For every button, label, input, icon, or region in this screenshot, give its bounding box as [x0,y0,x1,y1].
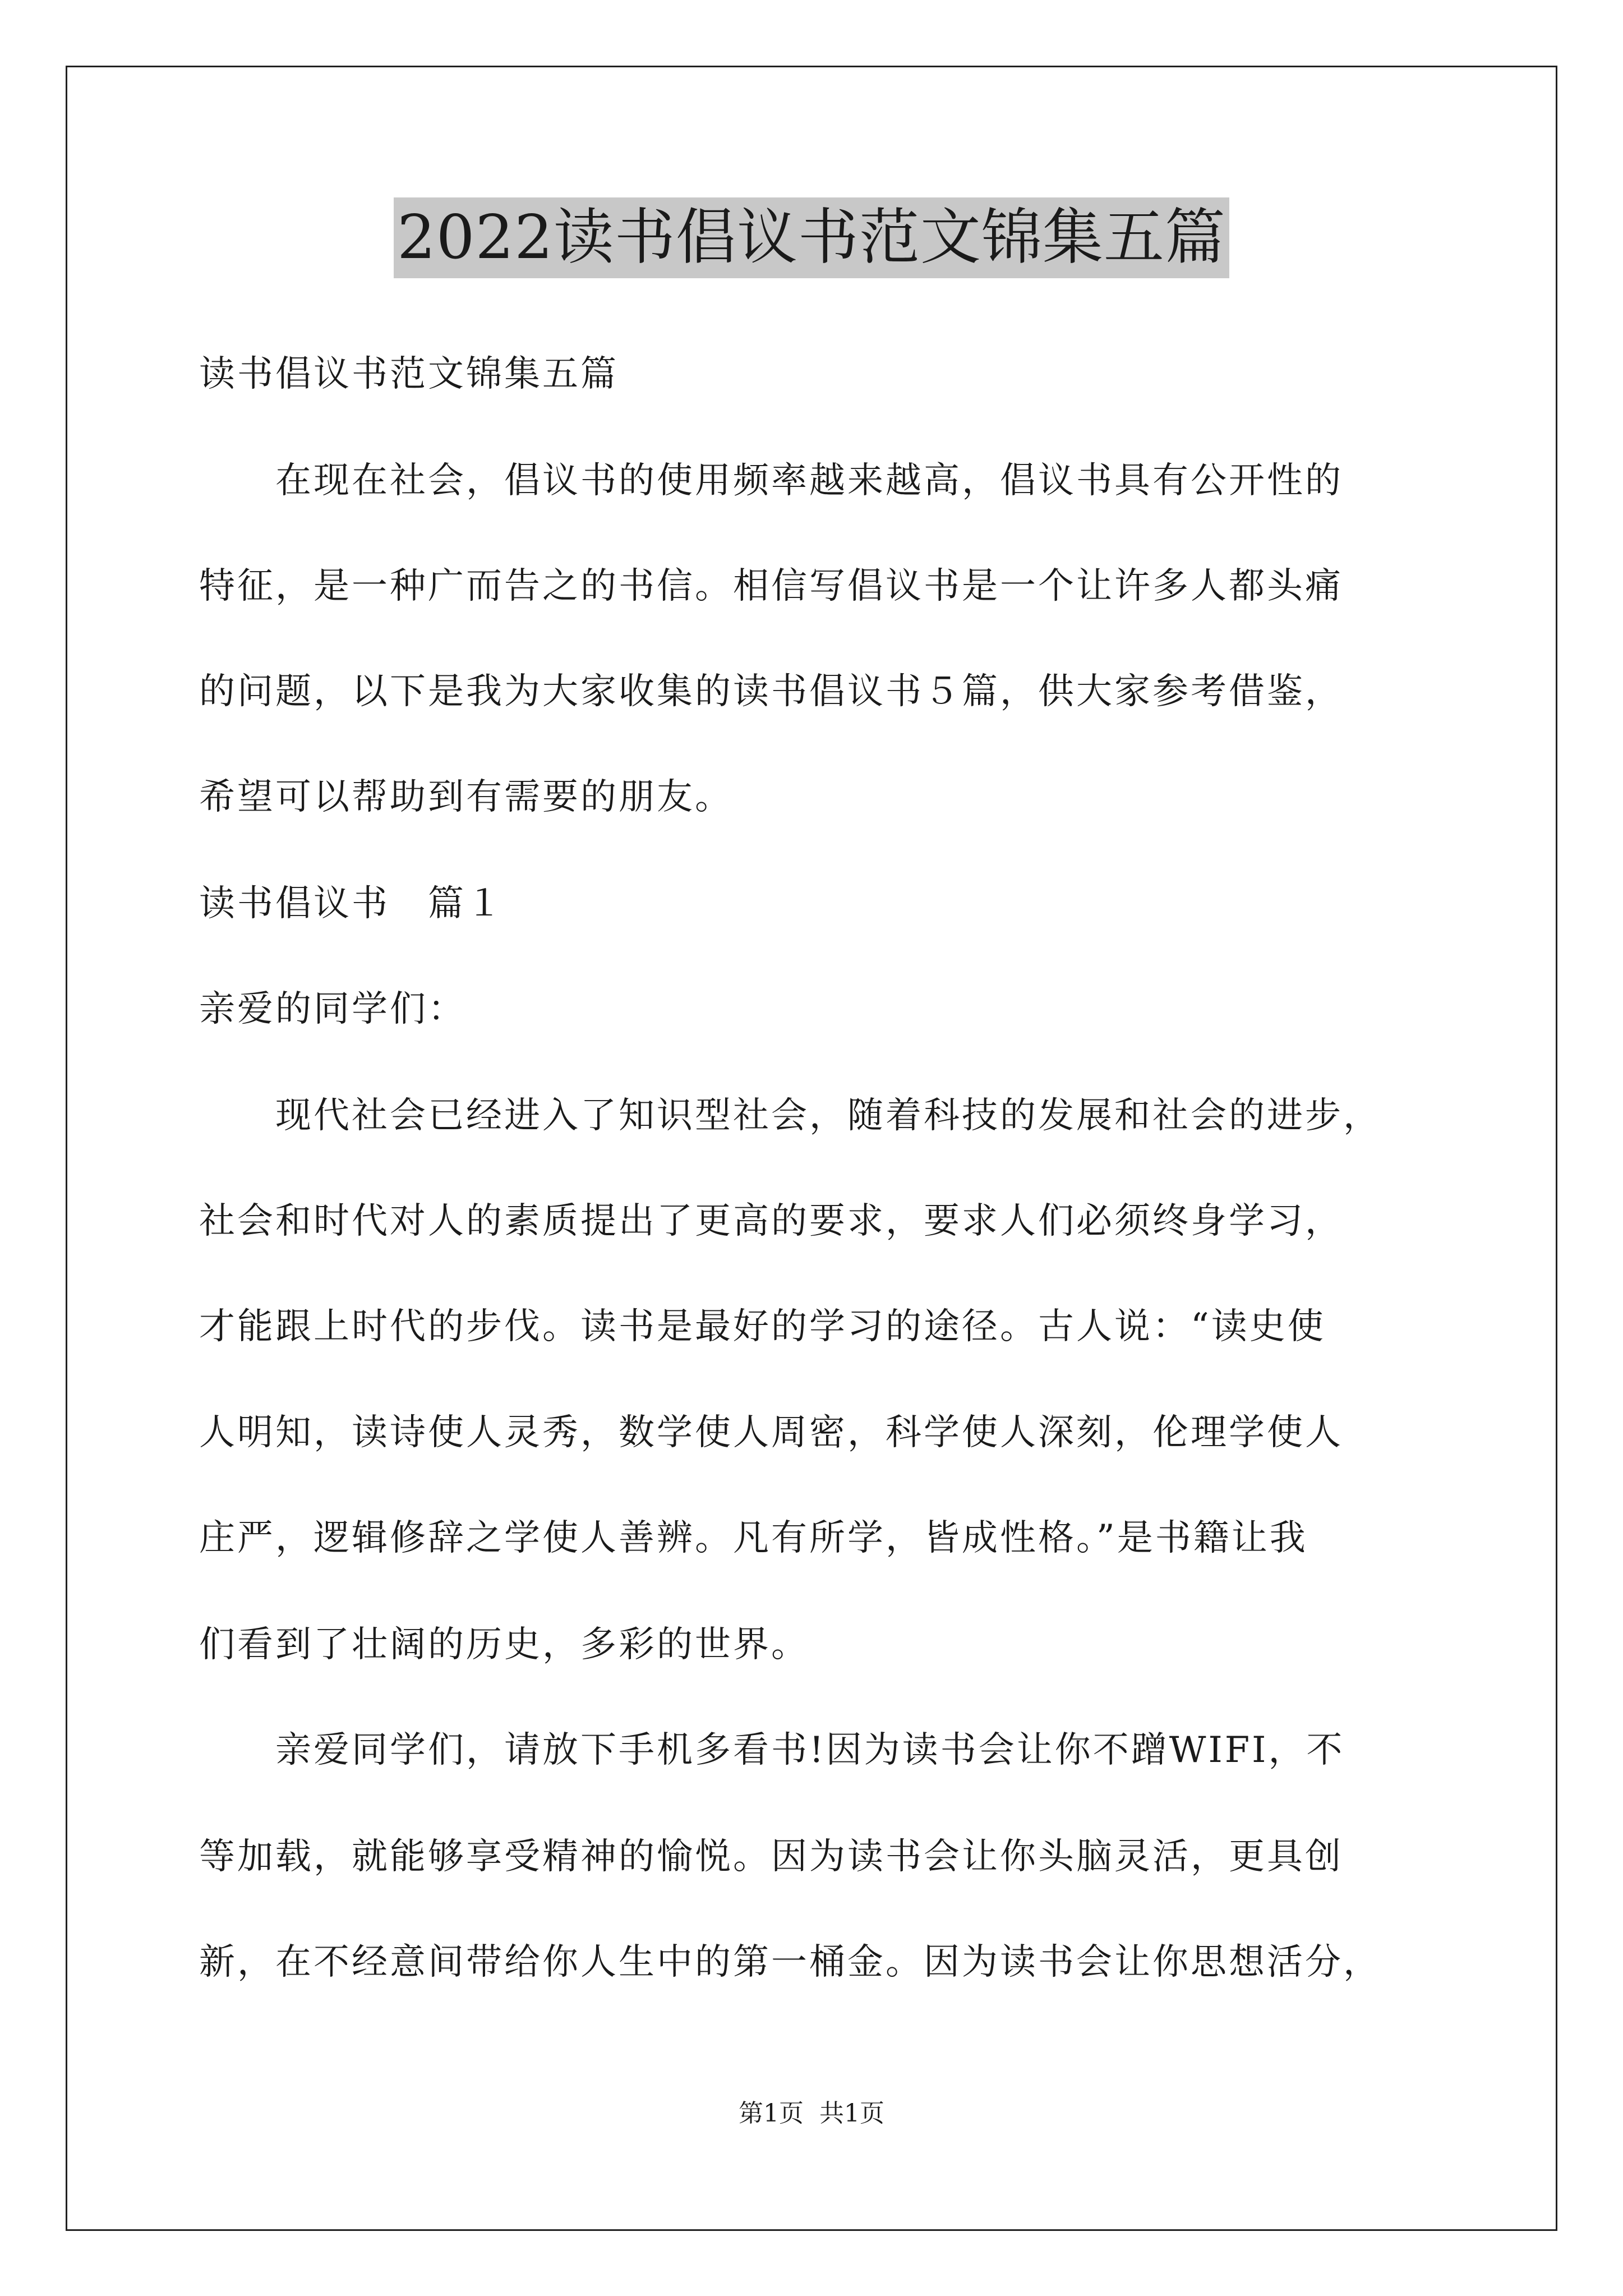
paragraph-line: 的问题，以下是我为大家收集的读书倡议书５篇，供大家参考借鉴， [199,671,1343,712]
paragraph-line: 新，在不经意间带给你人生中的第一桶金。因为读书会让你思想活分， [199,1941,1381,1983]
section-heading: 读书倡议书 篇１ [199,883,504,924]
salutation: 亲爱的同学们： [199,988,466,1030]
page-total: 共1页 [819,2099,884,2128]
paragraph-line: 在现在社会，倡议书的使用频率越来越高，倡议书具有公开性的 [199,460,1343,501]
paragraph-line: 才能跟上时代的步伐。读书是最好的学习的途径。古人说：“读史使 [199,1306,1326,1347]
page-footer [0,2098,1623,2129]
paragraph-line: 人明知，读诗使人灵秀，数学使人周密，科学使人深刻，伦理学使人 [199,1412,1343,1453]
document-subtitle: 读书倡议书范文锦集五篇 [199,353,619,395]
page-number: 第1页 [739,2099,804,2128]
document-title: 2022读书倡议书范文锦集五篇 [394,197,1229,278]
paragraph-line: 们看到了壮阔的历史，多彩的世界。 [199,1624,809,1665]
paragraph-line: 等加载，就能够享受精神的愉悦。因为读书会让你头脑灵活，更具创 [199,1836,1343,1878]
paragraph-line: 特征，是一种广而告之的书信。相信写倡议书是一个让许多人都头痛 [199,565,1343,607]
paragraph-line: 庄严，逻辑修辞之学使人善辨。凡有所学，皆成性格。”是书籍让我 [199,1517,1308,1559]
paragraph-line: 亲爱同学们，请放下手机多看书!因为读书会让你不蹭WIFI，不 [199,1729,1345,1771]
paragraph-line: 现代社会已经进入了知识型社会，随着科技的发展和社会的进步， [199,1095,1381,1137]
title-container [0,197,1623,278]
paragraph-line: 社会和时代对人的素质提出了更高的要求，要求人们必须终身学习， [199,1200,1343,1242]
paragraph-line: 希望可以帮助到有需要的朋友。 [199,776,733,818]
